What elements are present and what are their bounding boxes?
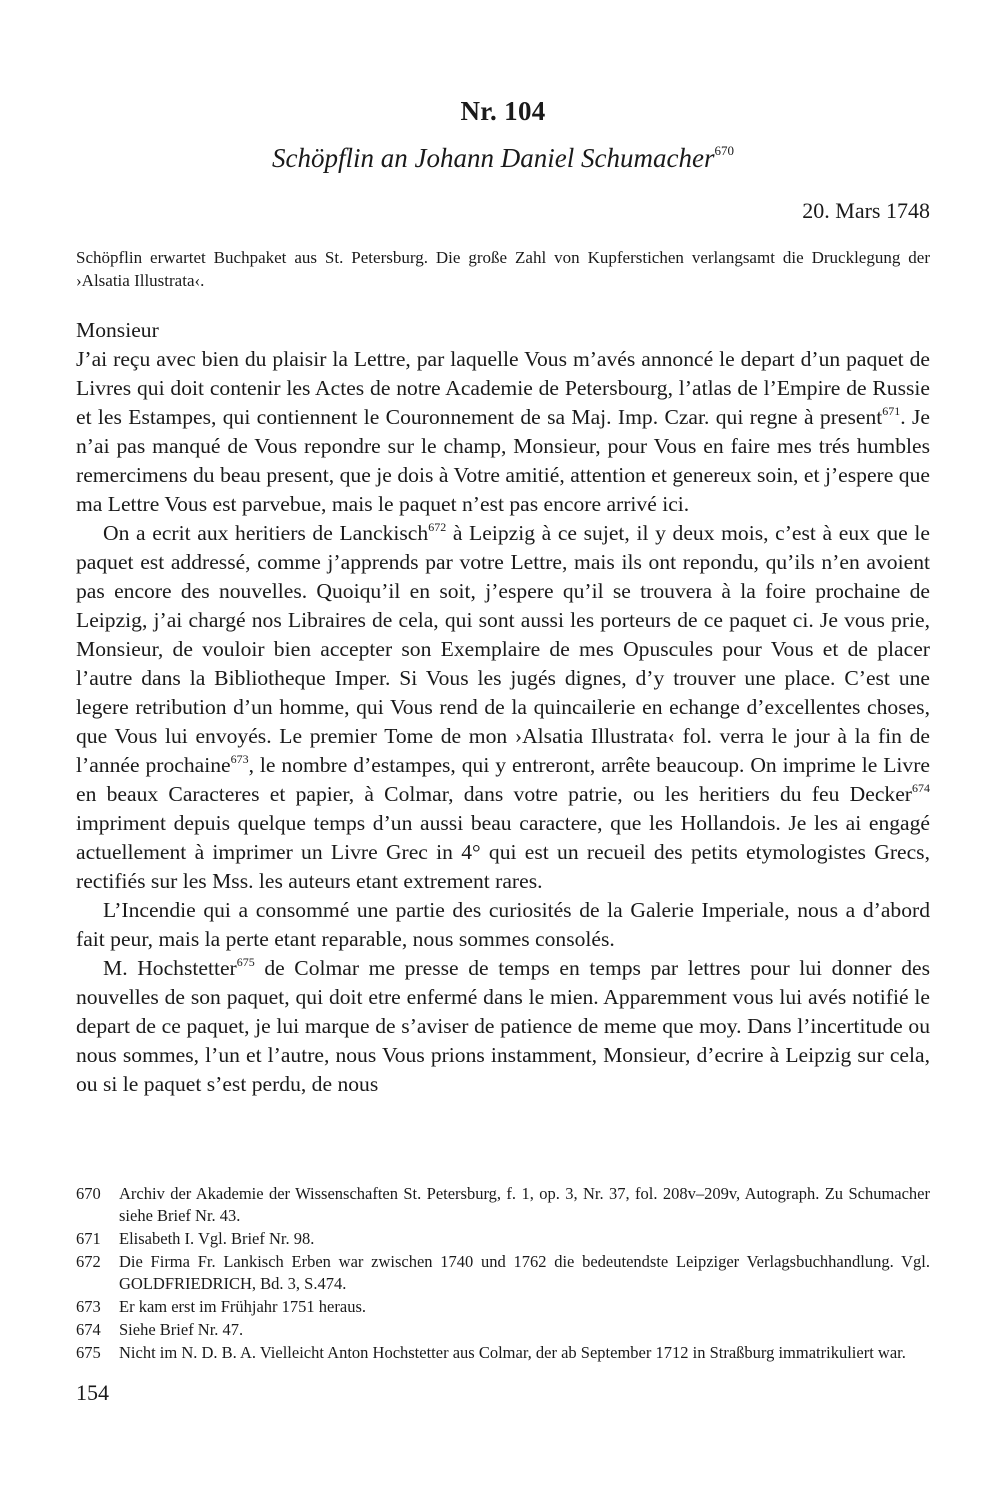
paragraph-2-text-a: On a ecrit aux heritiers de Lanckisch [103, 521, 429, 545]
footnote-number: 673 [76, 1297, 101, 1316]
footnote-ref-673: 673 [230, 752, 249, 766]
paragraph-4-text-b: de Colmar me presse de temps en temps par lettres pour lui donner des nouvelles de son paquet, qui doit etre enfermé dans le mien. Apparemment vous lui avés notifié le depart de ce paquet, je lui marque de s’aviser de patience de meme que moy. Dans l’incertitude ou nous sommes, l’un et l’autre, nous Vous prions instamment, Monsieur, d’ecrire à Leipzig sur cela, ou si le paquet s’est perdu, de nous [76, 956, 930, 1096]
footnote-ref-671: 671 [882, 404, 901, 418]
footnote-number: 671 [76, 1229, 101, 1248]
paragraph-1-text-a: J’ai reçu avec bien du plaisir la Lettre, par laquelle Vous m’avés annoncé le depart d’un paquet de Livres qui doit contenir les Actes de notre Academie de Petersbourg, l’atlas de l’Empire de Russie et les Estampes, qui contiennent le Couronnement de sa Maj. Imp. Czar. qui regne à present [76, 347, 930, 429]
paragraph-4-text-a: M. Hochstetter [103, 956, 237, 980]
footnote-text: Elisabeth I. Vgl. Brief Nr. 98. [119, 1229, 315, 1248]
footnote-ref-672: 672 [428, 520, 447, 534]
footnote-ref-675: 675 [236, 955, 255, 969]
footnotes [76, 1183, 930, 1365]
paragraph-1 [76, 345, 930, 519]
paragraph-2-text-b: à Leipzig à ce sujet, il y deux mois, c’est à eux que le paquet est addressé, comme j’apprends par votre Lettre, mais ils ont repondu, qu’ils n’en avoient pas encore des nouvelles. Quoiqu’il en soit, j’espere qu’il se trouvera à la foire prochaine de Leipzig, j’ai chargé nos Libraires de cela, qui sont aussi les porteurs de ce paquet ci. Je vous prie, Monsieur, de vouloir bien accepter son Exemplaire de mes Opuscules pour Vous et de placer l’autre dans la Bibliotheque Imper. Si Vous les jugés dignes, d’y trouver une place. C’est une legere retribution d’un homme, qui Vous rend de la quincailerie en echange d’excellentes choses, que Vous lui envoyés. Le premier Tome de mon ›Alsatia Illustrata‹ fol. verra le jour à la fin de l’année prochaine [76, 521, 930, 777]
footnote-number: 672 [76, 1252, 101, 1271]
footnote [76, 1251, 930, 1295]
footnote [76, 1319, 930, 1341]
paragraph-2 [76, 519, 930, 896]
paragraph-2-text-c: , le nombre d’estampes, qui y entreront, arrête beaucoup. On imprime le Livre en beaux Caracteres et papier, à Colmar, dans votre patrie, ou les heritiers du feu Decker [76, 753, 930, 806]
letter-title [76, 143, 930, 174]
footnote-number: 670 [76, 1184, 101, 1203]
letter-date: 20. Mars 1748 [802, 198, 930, 223]
footnote-number: 675 [76, 1343, 101, 1362]
paragraph-1-text-b: . Je n’ai pas manqué de Vous repondre sur le champ, Monsieur, pour Vous en faire mes trés humbles remercimens du beau present, que je dois à Votre amitié, attention et genereux soin, et j’espere que ma Lettre Vous est parvebue, mais le paquet n’est pas encore arrivé ici. [76, 405, 930, 516]
footnote-text: Er kam erst im Frühjahr 1751 heraus. [119, 1297, 366, 1316]
footnote-number: 674 [76, 1320, 101, 1339]
letter-title-text: Schöpflin an Johann Daniel Schumacher [272, 143, 715, 173]
paragraph-3: L’Incendie qui a consommé une partie des curiosités de la Galerie Imperiale, nous a d’abord fait peur, mais la perte etant reparable, nous sommes consolés. [76, 898, 930, 951]
footnote-ref-674: 674 [912, 781, 930, 795]
letter-number: Nr. 104 [460, 96, 546, 126]
letter-body [76, 316, 930, 1099]
salutation: Monsieur [76, 318, 159, 342]
paragraph-2-text-d: impriment depuis quelque temps d’un aussi beau caractere, que les Hollandois. Je les ai engagé actuellement à imprimer un Livre Grec in 4° qui est un recueil des petits etymologistes Grecs, rectifiés sur les Mss. les auteurs etant extrement rares. [76, 811, 930, 893]
footnote [76, 1296, 930, 1318]
footnote-text: Nicht im N. D. B. A. Vielleicht Anton Hochstetter aus Colmar, der ab September 1712 in Straßburg immatrikuliert war. [119, 1343, 906, 1362]
footnote-text: Archiv der Akademie der Wissenschaften St. Petersburg, f. 1, op. 3, Nr. 37, fol. 208v–209v, Autograph. Zu Schumacher siehe Brief Nr. 43. [119, 1184, 930, 1225]
page-number: 154 [76, 1380, 109, 1405]
document-page [76, 0, 930, 1488]
footnote [76, 1183, 930, 1227]
footnote-text: Die Firma Fr. Lankisch Erben war zwischen 1740 und 1762 die bedeutendste Leipziger Verlagsbuchhandlung. Vgl. GOLDFRIEDRICH, Bd. 3, S.474. [119, 1252, 930, 1293]
letter-summary: Schöpflin erwartet Buchpaket aus St. Petersburg. Die große Zahl von Kupferstichen verlangsamt die Drucklegung der ›Alsatia Illustrata‹. [76, 248, 930, 290]
paragraph-4 [76, 954, 930, 1099]
footnote-ref-670: 670 [714, 143, 734, 158]
footnote [76, 1228, 930, 1250]
footnote [76, 1342, 930, 1364]
footnote-text: Siehe Brief Nr. 47. [119, 1320, 244, 1339]
